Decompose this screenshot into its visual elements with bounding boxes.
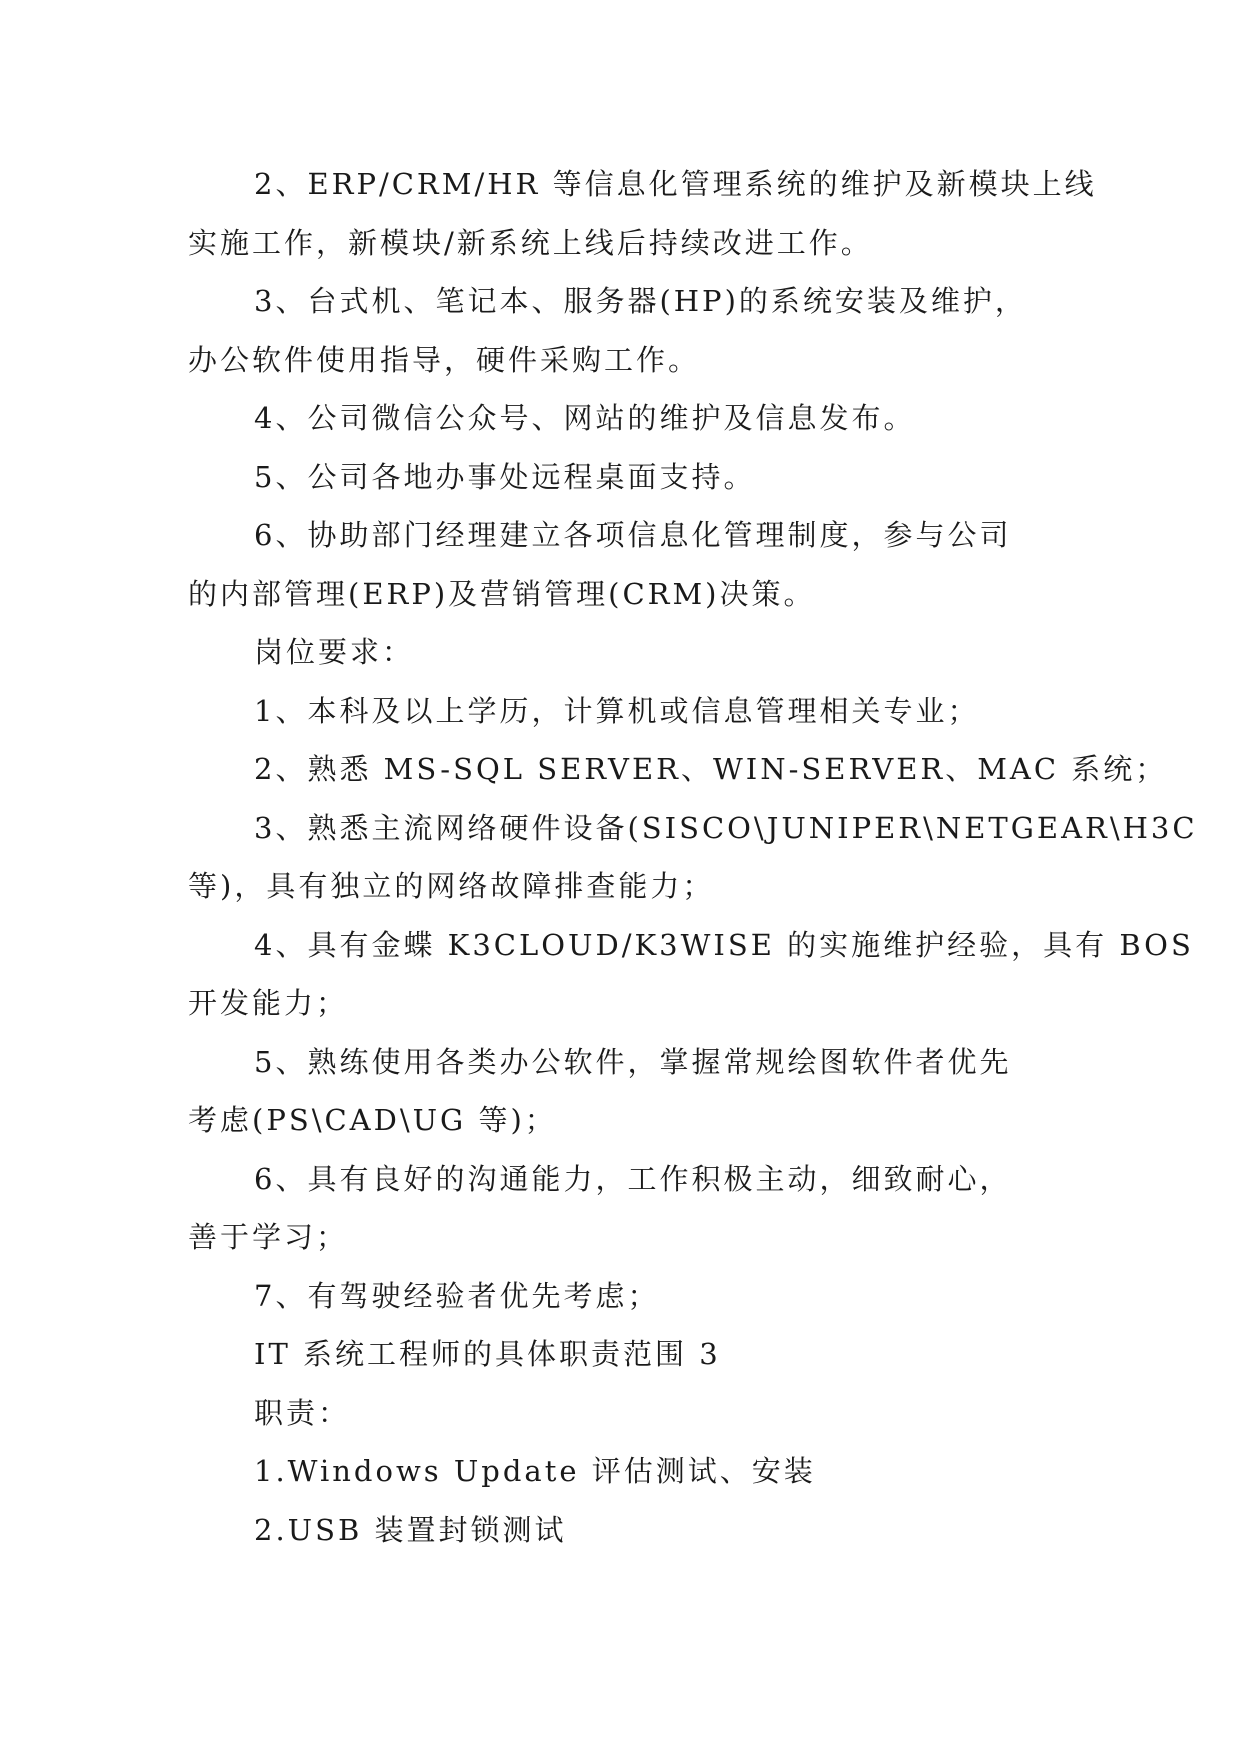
document-page	[188, 155, 1198, 1559]
paragraph-line: 实施工作，新模块/新系统上线后持续改进工作。	[188, 225, 873, 260]
paragraph-line: 1.Windows Update 评估测试、安装	[254, 1454, 816, 1488]
paragraph-line: 的内部管理(ERP)及营销管理(CRM)决策。	[188, 576, 816, 611]
paragraph-line: 考虑(PS\CAD\UG 等)；	[188, 1103, 557, 1137]
paragraph-line: 2、熟悉 MS-SQL SERVER、WIN-SERVER、MAC 系统；	[254, 752, 1168, 786]
paragraph-line: 2.USB 装置封锁测试	[254, 1512, 567, 1547]
paragraph-line: 善于学习；	[188, 1220, 349, 1254]
paragraph-line: 6、具有良好的沟通能力，工作积极主动，细致耐心，	[254, 1161, 1012, 1196]
paragraph-line: 办公软件使用指导，硬件采购工作。	[188, 342, 701, 377]
section-heading: 岗位要求：	[254, 635, 415, 669]
section-heading: IT 系统工程师的具体职责范围 3	[254, 1337, 721, 1371]
paragraph-line: 4、具有金蝶 K3CLOUD/K3WISE 的实施维护经验，具有 BOS	[254, 927, 1194, 962]
section-heading: 职责：	[254, 1395, 351, 1430]
paragraph-line: 5、熟练使用各类办公软件，掌握常规绘图软件者优先	[254, 1044, 1012, 1079]
paragraph-line: 4、公司微信公众号、网站的维护及信息发布。	[254, 401, 916, 435]
paragraph-line: 2、ERP/CRM/HR 等信息化管理系统的维护及新模块上线	[254, 167, 1097, 201]
paragraph-line: 3、台式机、笔记本、服务器(HP)的系统安装及维护，	[254, 284, 1027, 318]
paragraph-line: 6、协助部门经理建立各项信息化管理制度，参与公司	[254, 518, 1012, 552]
paragraph-line: 7、有驾驶经验者优先考虑；	[254, 1278, 660, 1313]
paragraph-line: 1、本科及以上学历，计算机或信息管理相关专业；	[254, 693, 980, 728]
paragraph-line: 开发能力；	[188, 986, 349, 1020]
paragraph-line: 3、熟悉主流网络硬件设备(SISCO\JUNIPER\NETGEAR\H3C	[254, 810, 1198, 845]
paragraph-line: 等)，具有独立的网络故障排查能力；	[188, 869, 715, 903]
paragraph-line: 5、公司各地办事处远程桌面支持。	[254, 459, 756, 494]
